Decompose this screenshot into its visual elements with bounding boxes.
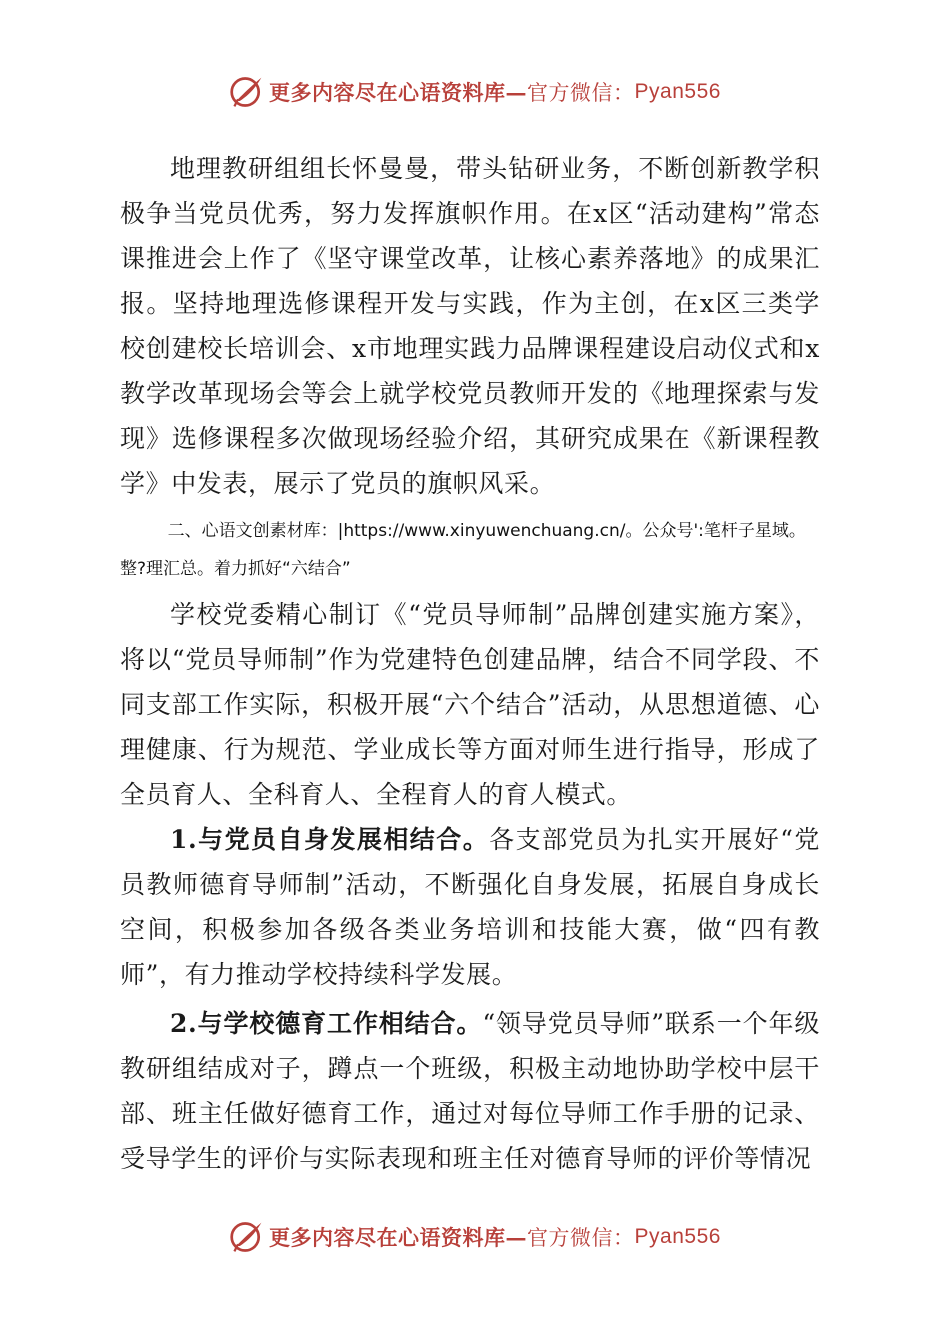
banner-wechat-label: 官方微信： <box>527 81 635 105</box>
section-heading: 二、心语文创素材库：|https://www.xinyuwenchuang.cn/。公众号':笔杆子星域。整?理汇总。着力抓好“六结合” <box>120 521 806 579</box>
banner-title: 更多内容尽在心语资料库 <box>269 80 506 105</box>
item-2-title: 2.与学校德育工作相结合。 <box>170 1009 483 1038</box>
item-2-text: “领导党员导师”联系一个年级教研组结成对子，蹲点一个班级，积极主动地协助学校中层干部、班主任做好德育工作，通过对每位导师工作手册的记录、受导学生的评价与实际表现和班主任对德育导师的评价等情况 <box>120 1009 820 1173</box>
paragraph-1: 地理教研组组长怀曼曼，带头钻研业务，不断创新教学积极争当党员优秀，努力发挥旗帜作用。在x区“活动建构”常态课推进会上作了《坚守课堂改革，让核心素养落地》的成果汇报。坚持地理选修课程开发与实践，作为主创，在x区三类学校创建校长培训会、x市地理实践力品牌课程建设启动仪式和x教学改革现场会等会上就学校党员教师开发的《地理探索与发现》选修课程多次做现场经验介绍，其研究成果在《新课程教学》中发表，展示了党员的旗帜风采。 <box>120 154 820 498</box>
banner-wechat-id: Pyan556 <box>634 1225 721 1248</box>
footer-banner <box>0 1217 950 1257</box>
item-2 <box>120 1001 820 1181</box>
document-body <box>120 146 820 1181</box>
banner-dash: — <box>505 1224 528 1250</box>
banner-dash: — <box>505 79 528 105</box>
quill-logo-icon <box>229 1219 265 1255</box>
item-1-text: 各支部党员为扎实开展好“党员教师德育导师制”活动，不断强化自身发展，拓展自身成长空间，积极参加各级各类业务培训和技能大赛，做“四有教师”，有力推动学校持续科学发展。 <box>120 825 820 989</box>
banner-wechat-id: Pyan556 <box>634 80 721 103</box>
header-banner <box>0 72 950 112</box>
quill-logo-icon <box>229 74 265 110</box>
banner-wechat-label: 官方微信： <box>527 1226 635 1250</box>
item-1-title: 1.与党员自身发展相结合。 <box>170 825 490 854</box>
item-1 <box>120 817 820 997</box>
intro-paragraph: 学校党委精心制订《“党员导师制”品牌创建实施方案》，将以“党员导师制”作为党建特色创建品牌，结合不同学段、不同支部工作实际，积极开展“六个结合”活动，从思想道德、心理健康、行为规范、学业成长等方面对师生进行指导，形成了全员育人、全科育人、全程育人的育人模式。 <box>120 600 820 809</box>
banner-title: 更多内容尽在心语资料库 <box>269 1225 506 1250</box>
